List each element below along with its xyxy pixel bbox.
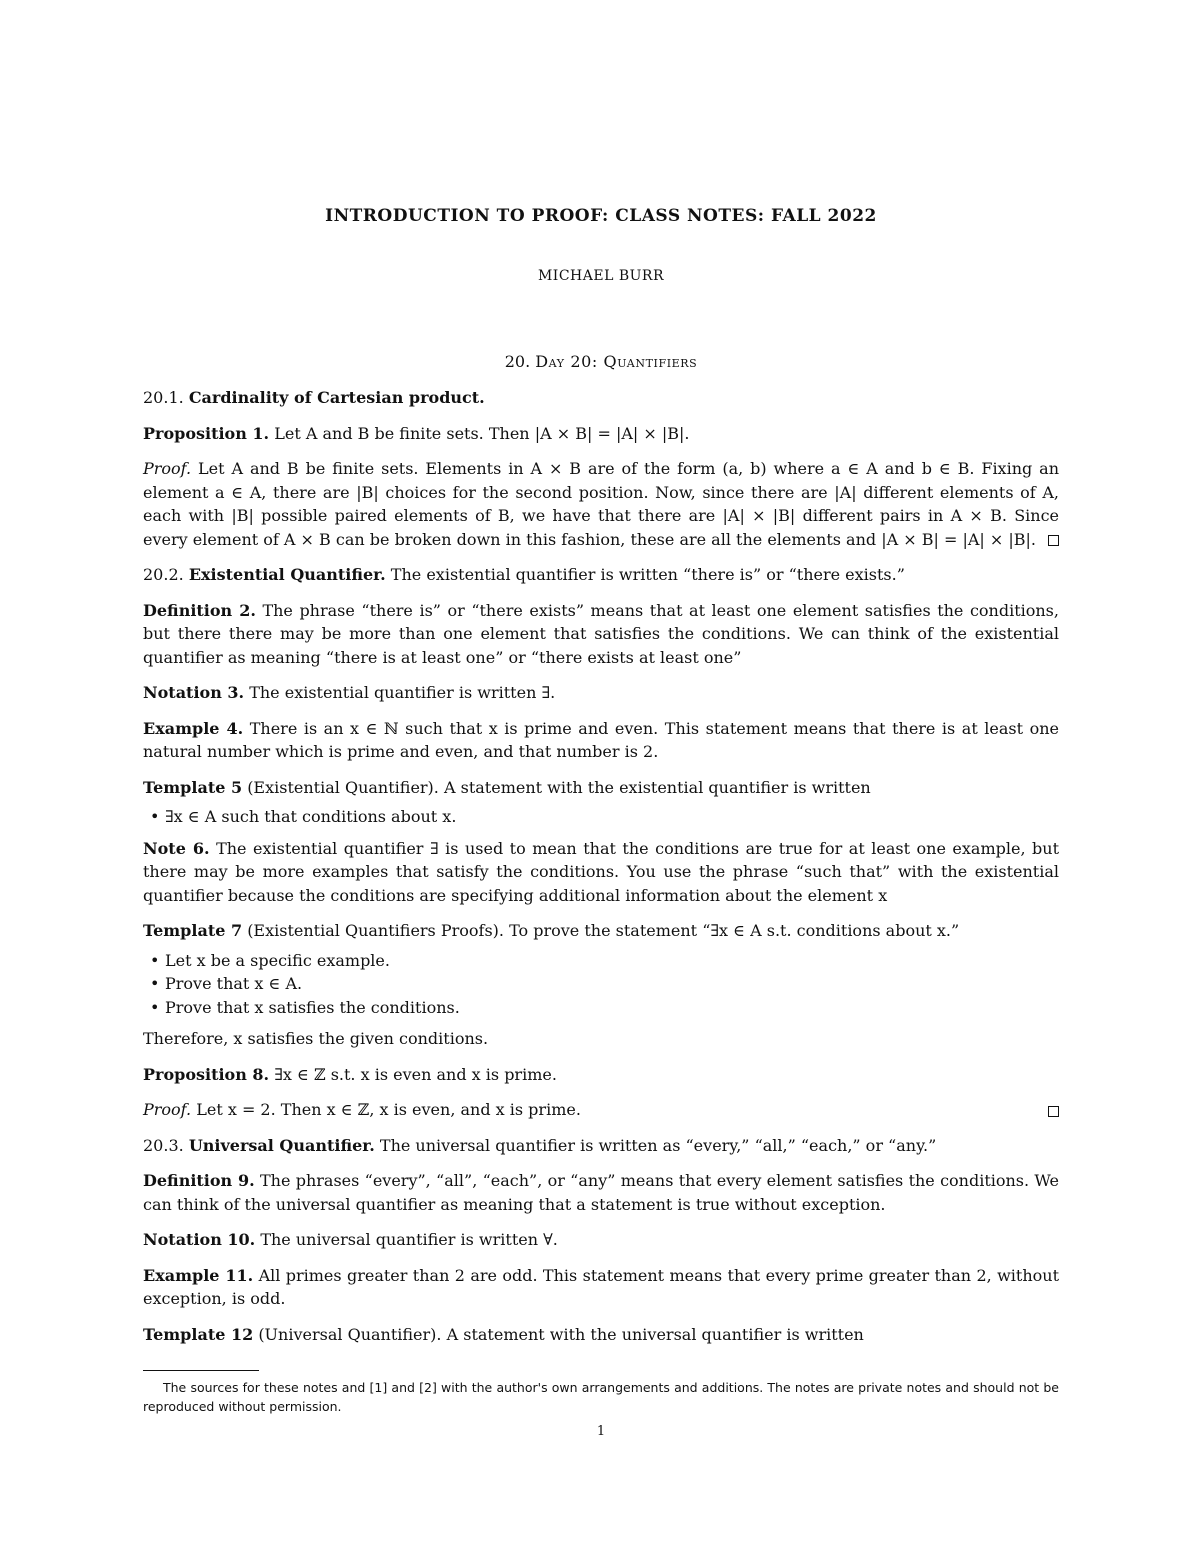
template-label: Template 5 xyxy=(143,777,243,797)
subsection-number: 20.1. xyxy=(143,388,184,407)
template-text: To prove the statement “∃x ∈ A s.t. conditions about x.” xyxy=(509,921,960,940)
footnote-divider xyxy=(143,1370,259,1371)
definition-2 xyxy=(143,599,1059,670)
template-5-bullets xyxy=(143,805,1059,829)
notation-3 xyxy=(143,681,1059,705)
subsection-universal xyxy=(143,1134,1059,1158)
notation-text: The existential quantifier is written ∃. xyxy=(249,683,556,702)
body-text xyxy=(143,386,1059,1358)
subsection-title: Cardinality of Cartesian product. xyxy=(188,388,485,407)
note-6 xyxy=(143,837,1059,908)
section-number: 20. xyxy=(504,352,531,371)
proposition-label: Proposition 1. xyxy=(143,423,270,443)
template-label: Template 12 xyxy=(143,1324,254,1344)
subsection-title: Existential Quantifier. xyxy=(188,565,386,584)
proof-text: Let x = 2. Then x ∈ ℤ, x is even, and x is prime. xyxy=(196,1100,581,1119)
definition-label: Definition 2. xyxy=(143,600,256,620)
example-text: All primes greater than 2 are odd. This statement means that every prime greater than 2, without exception, is odd. xyxy=(143,1265,1060,1308)
proposition-label: Proposition 8. xyxy=(143,1064,270,1084)
subsection-cardinality xyxy=(143,386,1059,410)
list-item: • ∃x ∈ A such that conditions about x. xyxy=(165,805,1059,829)
proof-8 xyxy=(143,1098,1059,1122)
page-number: 1 xyxy=(596,1424,606,1439)
section-title: Day 20: Quantifiers xyxy=(535,352,698,371)
proof-1 xyxy=(143,457,1059,551)
template-name: (Universal Quantifier). xyxy=(258,1324,442,1344)
template-5 xyxy=(143,776,1059,800)
subsection-number: 20.2. xyxy=(143,565,184,584)
definition-9 xyxy=(143,1169,1059,1216)
list-item: • Prove that x satisfies the conditions. xyxy=(165,996,1059,1020)
notation-text: The universal quantifier is written ∀. xyxy=(260,1230,558,1249)
note-label: Note 6. xyxy=(143,838,210,858)
subsection-number: 20.3. xyxy=(143,1135,184,1155)
document-title: INTRODUCTION TO PROOF: CLASS NOTES: FALL 2022 xyxy=(325,206,877,226)
example-text: There is an x ∈ ℕ such that x is prime and even. This statement means that there is at least one natural number which is prime and even, and that number is 2. xyxy=(143,718,1059,761)
template-text: A statement with the existential quantifier is written xyxy=(443,777,871,797)
notation-10 xyxy=(143,1228,1059,1252)
list-item: • Let x be a specific example. xyxy=(165,949,1059,973)
template-name: (Existential Quantifiers Proofs). xyxy=(247,921,504,940)
template-name: (Existential Quantifier). xyxy=(247,777,439,797)
template-7-bullets xyxy=(143,949,1059,1020)
template-text: A statement with the universal quantifier is written xyxy=(446,1324,864,1344)
example-4 xyxy=(143,717,1059,764)
subsection-title: Universal Quantifier. xyxy=(188,1135,375,1155)
example-11 xyxy=(143,1264,1059,1311)
notation-label: Notation 3. xyxy=(143,683,245,702)
proof-label: Proof. xyxy=(143,1100,192,1119)
qed-square-icon xyxy=(1048,1106,1059,1117)
subsection-text: The existential quantifier is written “there is” or “there exists.” xyxy=(390,565,905,584)
proposition-text: ∃x ∈ ℤ s.t. x is even and x is prime. xyxy=(274,1064,557,1084)
list-item: • Prove that x ∈ A. xyxy=(165,972,1059,996)
proof-text: Let A and B be finite sets. Elements in A × B are of the form (a, b) where a ∈ A and b ∈ B. Fixing an element a ∈ A, there are |B| choices for the second position. Now, since there are |A| different elements of A, each with |B| possible paired elements of B, we have that there are |A| × |B| different pairs in A × B. Since every element of A × B can be broken down in this fashion, these are all the elements and |A × B| = |A| × |B|. xyxy=(143,459,1059,549)
subsection-text: The universal quantifier is written as “every,” “all,” “each,” or “any.” xyxy=(379,1135,937,1155)
definition-text: The phrase “there is” or “there exists” means that at least one element satisfies the conditions, but there there may be more than one element that satisfies the conditions. We can think of the existential quantifier as meaning “there is at least one” or “there exists at least one” xyxy=(143,600,1059,667)
template-7 xyxy=(143,919,1059,943)
footnote: The sources for these notes and [1] and [2] with the author's own arrangements and additions. The notes are private notes and should not be reproduced without permission. xyxy=(143,1380,1059,1414)
proof-label: Proof. xyxy=(143,459,192,478)
example-label: Example 11. xyxy=(143,1265,254,1285)
note-text: The existential quantifier ∃ is used to mean that the conditions are true for at least one example, but there may be more examples that satisfy the conditions. You use the phrase “such that” with the existential quantifier because the conditions are specifying additional information about the element x xyxy=(143,838,1060,905)
example-label: Example 4. xyxy=(143,718,244,738)
qed-square-icon xyxy=(1048,535,1059,546)
template-7-conclusion: Therefore, x satisfies the given conditions. xyxy=(143,1029,489,1048)
definition-label: Definition 9. xyxy=(143,1171,255,1190)
proposition-1 xyxy=(143,422,1059,446)
template-12 xyxy=(143,1323,1059,1347)
proposition-text: Let A and B be finite sets. Then |A × B| = |A| × |B|. xyxy=(274,423,690,443)
author-name: MICHAEL BURR xyxy=(537,268,665,284)
section-heading xyxy=(143,352,1059,371)
definition-text: The phrases “every”, “all”, “each”, or “any” means that every element satisfies the conditions. We can think of the universal quantifier as meaning that a statement is true without exception. xyxy=(143,1171,1060,1214)
template-label: Template 7 xyxy=(143,921,243,940)
subsection-existential xyxy=(143,563,1059,587)
proposition-8 xyxy=(143,1063,1059,1087)
notation-label: Notation 10. xyxy=(143,1230,256,1249)
